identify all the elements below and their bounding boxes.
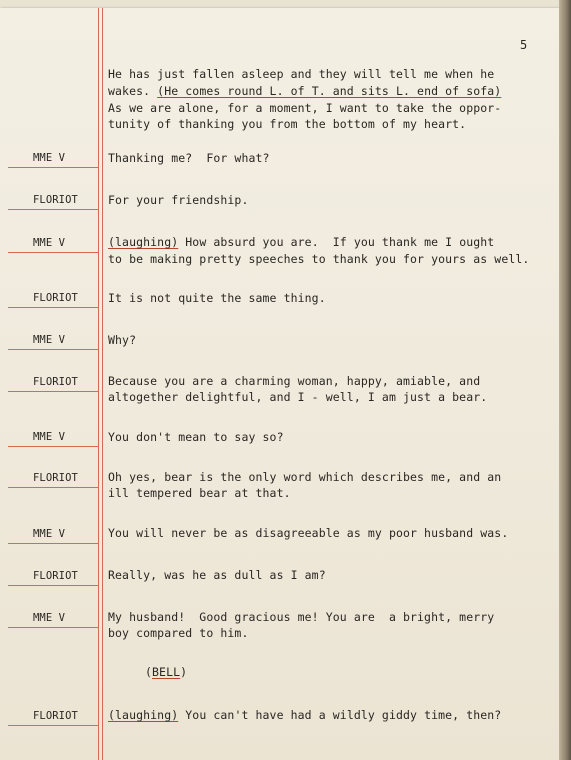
dialogue-line: You will never be as disagreeable as my poor husband was. xyxy=(108,526,509,540)
speaker-rule xyxy=(8,585,98,586)
margin-rule-left xyxy=(98,8,99,760)
stage-direction: (He comes round L. of T. and sits L. end of sofa) xyxy=(157,84,502,98)
speaker-name: MME V xyxy=(33,152,66,164)
stage-direction: (laughing) xyxy=(108,708,179,722)
speaker-rule xyxy=(8,209,98,210)
intro-line-2-text: wakes. xyxy=(108,84,158,98)
dialogue-line: ill tempered bear at that. xyxy=(108,486,291,500)
margin-rule-right xyxy=(102,8,103,760)
dialogue-line: Why? xyxy=(108,333,137,347)
dialogue-text: How absurd you are. If you thank me I ought xyxy=(178,235,495,249)
speaker-name: MME V xyxy=(33,237,66,249)
stage-direction: (laughing) xyxy=(108,235,179,249)
speaker-rule xyxy=(8,543,98,544)
dialogue-line: My husband! Good gracious me! You are a bright, merry xyxy=(108,610,495,624)
speaker-name: FLORIOT xyxy=(33,472,78,484)
dialogue-line: Really, was he as dull as I am? xyxy=(108,568,326,582)
speaker-rule xyxy=(8,307,98,308)
speaker-rule xyxy=(8,252,98,253)
dialogue-line: boy compared to him. xyxy=(108,626,249,640)
book-binding-edge xyxy=(559,0,571,760)
dialogue-line xyxy=(108,234,494,250)
intro-line-3: As we are alone, for a moment, I want to take the oppor- xyxy=(108,101,502,115)
dialogue-text: You can't have had a wildly giddy time, then? xyxy=(178,708,502,722)
speaker-rule xyxy=(8,391,98,392)
speaker-name: FLORIOT xyxy=(33,292,78,304)
speaker-rule xyxy=(8,725,98,726)
dialogue-line xyxy=(108,707,501,723)
speaker-rule xyxy=(8,167,98,168)
speaker-name: MME V xyxy=(33,528,66,540)
dialogue-line: to be making pretty speeches to thank you for yours as well. xyxy=(108,252,530,266)
speaker-name: FLORIOT xyxy=(33,570,78,582)
dialogue-line: You don't mean to say so? xyxy=(108,430,284,444)
speaker-rule xyxy=(8,487,98,488)
speaker-name: FLORIOT xyxy=(33,710,78,722)
speaker-rule xyxy=(8,349,98,350)
intro-line-4: tunity of thanking you from the bottom of my heart. xyxy=(108,117,467,131)
dialogue-line: Because you are a charming woman, happy, amiable, and xyxy=(108,374,481,388)
dialogue-line: altogether delightful, and I - well, I am just a bear. xyxy=(108,390,488,404)
speaker-rule xyxy=(8,627,98,628)
intro-line-1: He has just fallen asleep and they will tell me when he xyxy=(108,67,495,81)
dialogue-line: Oh yes, bear is the only word which describes me, and an xyxy=(108,470,502,484)
speaker-name: MME V xyxy=(33,431,66,443)
speaker-rule xyxy=(8,446,98,447)
page-number: 5 xyxy=(520,38,528,52)
speaker-name: MME V xyxy=(33,334,66,346)
stage-direction-text: BELL xyxy=(152,665,181,679)
speaker-name: MME V xyxy=(33,612,66,624)
speaker-name: FLORIOT xyxy=(33,194,78,206)
speaker-name: FLORIOT xyxy=(33,376,78,388)
intro-line-2 xyxy=(108,83,501,99)
dialogue-line: Thanking me? For what? xyxy=(108,151,270,165)
dialogue-line: For your friendship. xyxy=(108,193,249,207)
stage-direction-bell: (BELL) xyxy=(145,665,188,679)
dialogue-line: It is not quite the same thing. xyxy=(108,291,326,305)
